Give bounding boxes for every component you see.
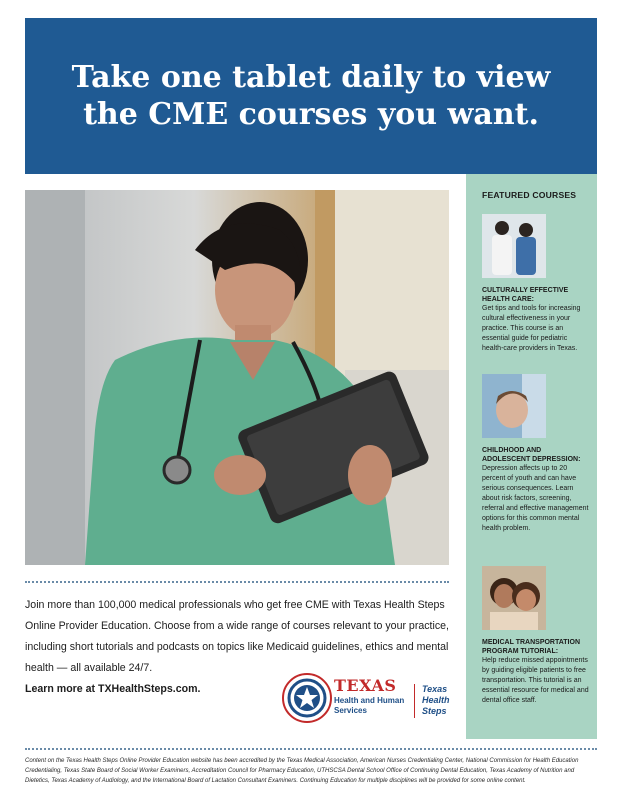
course-title: CHILDHOOD AND ADOLESCENT DEPRESSION: bbox=[482, 447, 581, 463]
course-description: Help reduce missed appointments by guiding eligible patients to free transportation. This tutorial is an essential resource for medical and dental office staff. bbox=[482, 657, 589, 704]
page-title: Take one tablet daily to view the CME courses you want. bbox=[71, 60, 551, 132]
course-item[interactable] bbox=[482, 374, 590, 534]
course-thumbnail bbox=[482, 566, 546, 630]
hhs-logo bbox=[282, 668, 462, 728]
sidebar-heading: FEATURED COURSES bbox=[482, 190, 577, 200]
course-title: MEDICAL TRANSPORTATION PROGRAM TUTORIAL: bbox=[482, 639, 580, 655]
divider-top bbox=[25, 581, 449, 583]
accreditation-footer: Content on the Texas Health Steps Online Provider Education website has been accredited by the Texas Medical Association, American Nurses Credentialing Center, National Commission for Health Education Credentialing, Texas State Board of Social Worker Examiners, Accreditation Council for Pharmacy Education, UTHSCSA Dental School Office of Continuing Dental Education, Texas Academy of Nutrition and Dietetics, Texas Academy of Audiology, and the International Board of Lactation Consultant Examiners. Continuing Education for multiple disciplines will be provided for some online content. bbox=[25, 758, 579, 784]
logo-texas-wordmark: TEXAS bbox=[334, 676, 397, 695]
course-item[interactable] bbox=[482, 214, 590, 354]
featured-courses-sidebar bbox=[466, 174, 597, 739]
learn-more-link[interactable]: Learn more at TXHealthSteps.com. bbox=[25, 683, 201, 695]
logo-divider bbox=[414, 684, 415, 718]
nurse-photo bbox=[25, 190, 449, 565]
divider-bottom bbox=[25, 748, 597, 750]
course-title: CULTURALLY EFFECTIVE HEALTH CARE: bbox=[482, 287, 569, 303]
course-description: Get tips and tools for increasing cultural effectiveness in your practice. This course is an essential guide for pediatric health-care providers in Texas. bbox=[482, 305, 581, 352]
course-item[interactable] bbox=[482, 566, 590, 706]
logo-program-name: Texas Health Steps bbox=[422, 684, 450, 716]
course-thumbnail bbox=[482, 374, 546, 438]
intro-body: Join more than 100,000 medical professionals who get free CME with Texas Health Steps Online Provider Education. Choose from a wide range of courses relevant to your practice, including short tutorials and podcasts on topics like Medicaid guidelines, ethics and mental health — all available 24/7. bbox=[25, 599, 449, 674]
texas-seal-icon bbox=[282, 673, 332, 723]
logo-agency-name: Health and Human Services bbox=[334, 696, 405, 715]
course-thumbnail bbox=[482, 214, 546, 278]
header-banner bbox=[25, 18, 597, 174]
course-description: Depression affects up to 20 percent of youth and can have serious consequences. Learn about risk factors, screening, referral and effective management options for this common mental health problem. bbox=[482, 465, 589, 532]
